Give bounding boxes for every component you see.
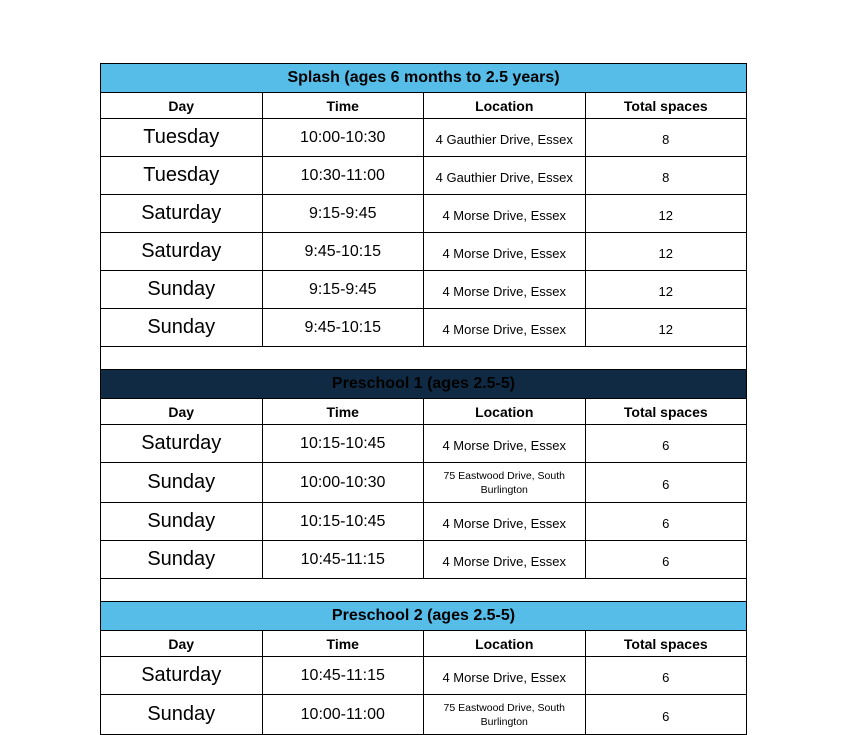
header-location: Location [424,93,586,119]
cell-location: 4 Morse Drive, Essex [424,233,586,271]
cell-time: 10:45-11:15 [262,541,424,579]
column-header-row [101,399,747,425]
cell-location: 4 Morse Drive, Essex [424,541,586,579]
cell-time: 10:45-11:15 [262,657,424,695]
header-location: Location [424,631,586,657]
cell-day: Saturday [101,195,263,233]
schedule-table [100,63,747,735]
cell-day: Sunday [101,271,263,309]
cell-spaces: 12 [585,233,747,271]
cell-time: 9:15-9:45 [262,195,424,233]
spacer-row [101,347,747,370]
table-row [101,425,747,463]
cell-location: 4 Morse Drive, Essex [424,425,586,463]
cell-day: Saturday [101,233,263,271]
cell-day: Saturday [101,657,263,695]
table-row [101,309,747,347]
cell-location: 4 Morse Drive, Essex [424,503,586,541]
cell-spaces: 6 [585,463,747,503]
header-spaces: Total spaces [585,631,747,657]
header-day: Day [101,631,263,657]
cell-location: 4 Morse Drive, Essex [424,195,586,233]
cell-time: 10:30-11:00 [262,157,424,195]
header-time: Time [262,399,424,425]
column-header-row [101,93,747,119]
cell-day: Sunday [101,309,263,347]
cell-location: 4 Morse Drive, Essex [424,657,586,695]
cell-location: 4 Morse Drive, Essex [424,271,586,309]
cell-spaces: 8 [585,157,747,195]
cell-time: 10:00-10:30 [262,463,424,503]
cell-day: Sunday [101,503,263,541]
header-spaces: Total spaces [585,93,747,119]
header-day: Day [101,93,263,119]
cell-day: Sunday [101,695,263,735]
cell-time: 10:00-10:30 [262,119,424,157]
cell-spaces: 8 [585,119,747,157]
section-title-row [101,370,747,399]
cell-day: Sunday [101,541,263,579]
cell-location: 75 Eastwood Drive, South Burlington [424,463,586,503]
cell-spaces: 12 [585,195,747,233]
cell-time: 9:45-10:15 [262,233,424,271]
table-row [101,195,747,233]
cell-day: Tuesday [101,157,263,195]
cell-location: 4 Gauthier Drive, Essex [424,157,586,195]
table-row [101,119,747,157]
column-header-row [101,631,747,657]
table-row [101,503,747,541]
table-row [101,157,747,195]
table-row [101,463,747,503]
cell-location: 4 Gauthier Drive, Essex [424,119,586,157]
header-location: Location [424,399,586,425]
cell-spaces: 6 [585,425,747,463]
cell-spaces: 6 [585,503,747,541]
cell-day: Tuesday [101,119,263,157]
table-row [101,657,747,695]
table-row [101,233,747,271]
section-title: Preschool 1 (ages 2.5-5) [101,370,747,399]
cell-time: 10:15-10:45 [262,425,424,463]
spacer-row [101,579,747,602]
cell-time: 9:15-9:45 [262,271,424,309]
cell-time: 9:45-10:15 [262,309,424,347]
cell-time: 10:15-10:45 [262,503,424,541]
table-row [101,541,747,579]
cell-spaces: 6 [585,657,747,695]
spacer-cell [101,579,747,602]
cell-spaces: 12 [585,309,747,347]
section-title-row [101,64,747,93]
cell-day: Saturday [101,425,263,463]
header-time: Time [262,631,424,657]
section-title: Preschool 2 (ages 2.5-5) [101,602,747,631]
cell-location: 75 Eastwood Drive, South Burlington [424,695,586,735]
cell-location: 4 Morse Drive, Essex [424,309,586,347]
header-day: Day [101,399,263,425]
spacer-cell [101,347,747,370]
header-spaces: Total spaces [585,399,747,425]
section-title-row [101,602,747,631]
cell-spaces: 6 [585,541,747,579]
table-row [101,271,747,309]
table-row [101,695,747,735]
section-title: Splash (ages 6 months to 2.5 years) [101,64,747,93]
cell-spaces: 12 [585,271,747,309]
cell-time: 10:00-11:00 [262,695,424,735]
cell-spaces: 6 [585,695,747,735]
cell-day: Sunday [101,463,263,503]
header-time: Time [262,93,424,119]
